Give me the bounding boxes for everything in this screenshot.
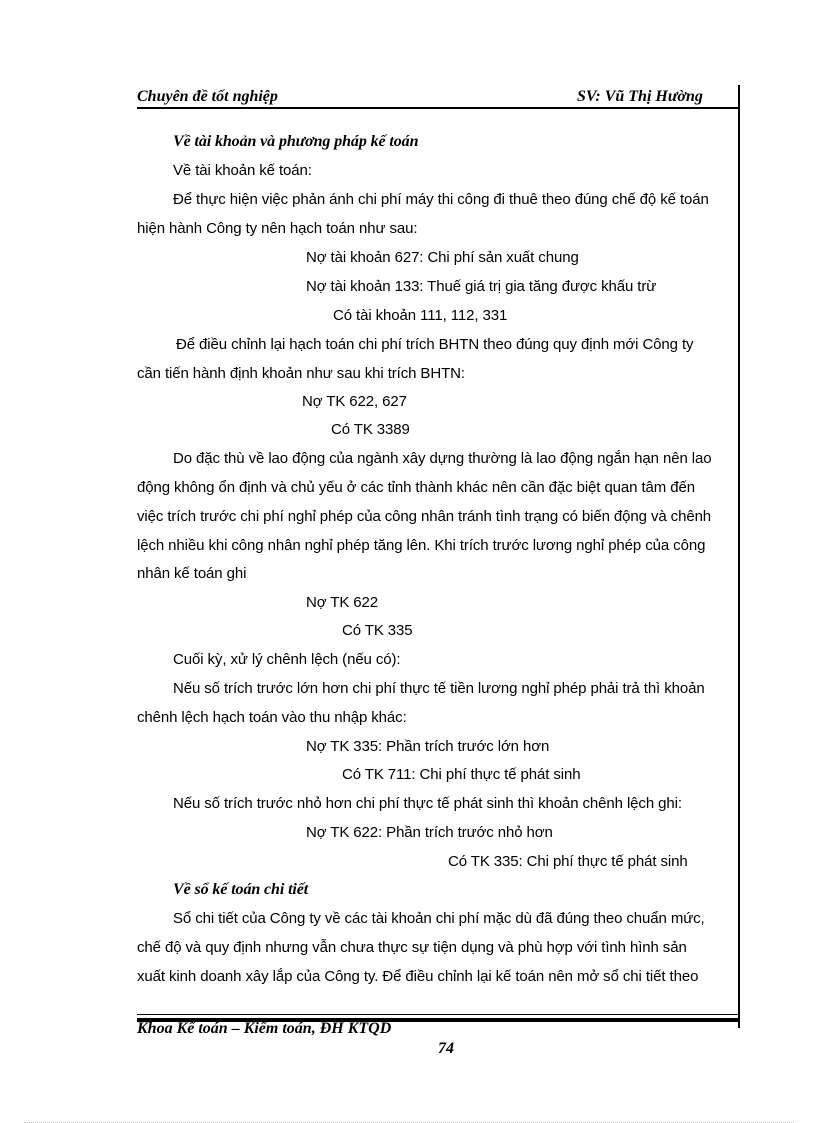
paragraph-line: chế độ và quy định nhưng vẫn chưa thực sự tiện dụng và phù hợp với tình hình sản [137,939,687,956]
header-title: Chuyên đề tốt nghiệp [137,88,278,105]
journal-entry-line: Có tài khoản 111, 112, 331 [333,307,508,324]
journal-entry-line: Có TK 711: Chi phí thực tế phát sinh [342,766,581,783]
journal-entry-line: Nợ TK 622: Phần trích trước nhỏ hơn [306,824,553,841]
section-heading-accounts: Về tài khoản và phương pháp kế toán [173,133,419,150]
paragraph-line: Để điều chỉnh lại hạch toán chi phí trích BHTN theo đúng quy định mới Công ty [176,336,694,353]
journal-entry-line: Nợ tài khoản 133: Thuế giá trị gia tăng được khấu trừ [306,278,657,295]
header-rule [137,107,740,109]
paragraph-line: lệch nhiều khi công nhân nghỉ phép tăng lên. Khi trích trước lương nghỉ phép của công [137,537,706,554]
paragraph-line: Nếu số trích trước nhỏ hơn chi phí thực tế phát sinh thì khoản chênh lệch ghi: [173,795,682,812]
journal-entry-line: Nợ TK 622, 627 [302,393,407,410]
header-author: SV: Vũ Thị Hường [577,88,703,105]
journal-entry-line: Có TK 3389 [331,421,410,438]
paragraph-line: việc trích trước chi phí nghỉ phép của công nhân tránh tình trạng có biến động và chênh [137,508,712,525]
paragraph-line: cần tiến hành định khoản như sau khi trích BHTN: [137,365,465,382]
paragraph-line: Nếu số trích trước lớn hơn chi phí thực tế tiền lương nghỉ phép phải trả thì khoản [173,680,705,697]
paragraph-line: nhân kế toán ghi [137,565,247,582]
paragraph-line: Do đặc thù về lao động của ngành xây dựng thường là lao động ngắn hạn nên lao [173,450,712,467]
paragraph-line: xuất kinh doanh xây lắp của Công ty. Để điều chỉnh lại kế toán nên mở sổ chi tiết theo [137,968,699,985]
paragraph-line: hiện hành Công ty nên hạch toán như sau: [137,220,418,237]
paragraph-line: Cuối kỳ, xử lý chênh lệch (nếu có): [173,651,401,668]
page-border-right [738,85,740,1028]
journal-entry-line: Có TK 335 [342,622,413,639]
footer-rule [137,1014,740,1015]
paragraph-line: Sổ chi tiết của Công ty về các tài khoản chi phí mặc dù đã đúng theo chuẩn mức, [173,910,705,927]
journal-entry-line: Nợ tài khoản 627: Chi phí sản xuất chung [306,249,579,266]
paragraph-line: động không ổn định và chủ yếu ở các tỉnh thành khác nên cần đặc biệt quan tâm đến [137,479,695,496]
journal-entry-line: Nợ TK 622 [306,594,379,611]
paragraph-line: Về tài khoản kế toán: [173,162,312,179]
paragraph-line: Để thực hiện việc phản ánh chi phí máy thi công đi thuê theo đúng chế độ kế toán [173,191,709,208]
journal-entry-line: Có TK 335: Chi phí thực tế phát sinh [448,853,688,870]
journal-entry-line: Nợ TK 335: Phần trích trước lớn hơn [306,738,550,755]
paragraph-line: chênh lệch hạch toán vào thu nhập khác: [137,709,407,726]
section-heading-ledgers: Về sổ kế toán chi tiết [173,881,309,898]
footer-faculty: Khoa Kế toán – Kiểm toán, ĐH KTQD [137,1020,392,1037]
page-number: 74 [438,1040,454,1057]
